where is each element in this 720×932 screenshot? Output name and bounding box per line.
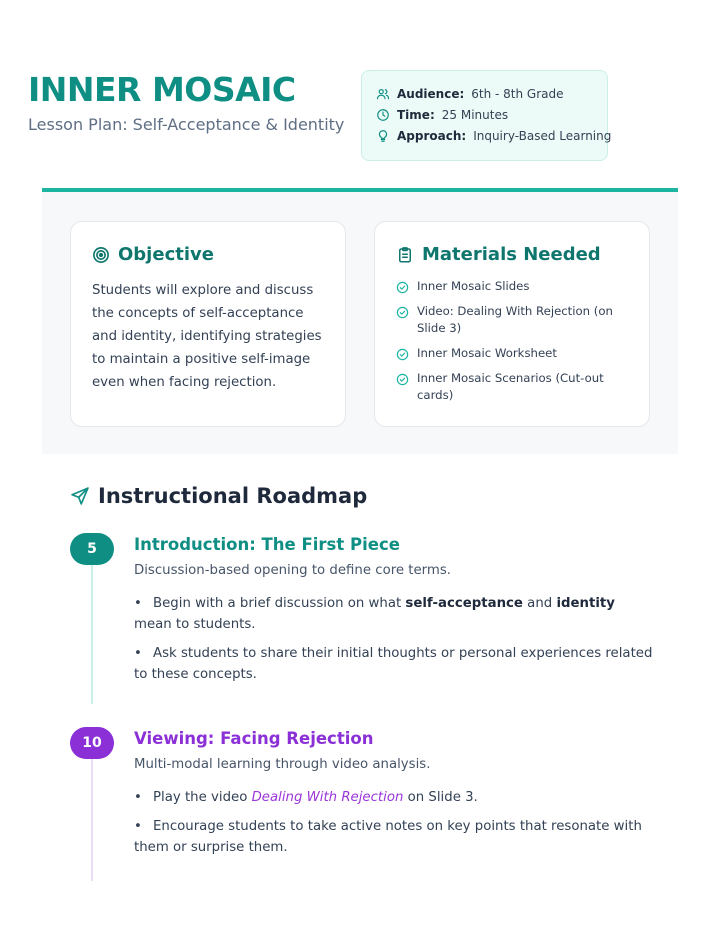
check-circle-icon [396, 373, 409, 386]
step-bullet: • Begin with a brief discussion on what self-acceptance and identity mean to students. [134, 596, 615, 632]
materials-card [374, 221, 650, 427]
materials-list [396, 278, 636, 412]
materials-heading [396, 244, 601, 265]
materials-item [396, 370, 636, 404]
clipboard-icon [396, 246, 414, 264]
materials-item-label: Inner Mosaic Slides [417, 279, 530, 293]
step-minutes-badge: 10 [70, 727, 114, 759]
objective-heading-text: Objective [118, 244, 214, 265]
meta-approach [376, 127, 611, 145]
step-minutes-badge: 5 [70, 533, 114, 565]
meta-time-key: Time: [397, 108, 435, 122]
meta-time-value: 25 Minutes [441, 108, 509, 122]
materials-item [396, 303, 636, 337]
materials-item-label: Inner Mosaic Scenarios (Cut-out cards) [417, 371, 604, 402]
step-bullet: • Encourage students to take active notes on key points that resonate with them or surprise them. [134, 819, 642, 855]
send-icon [70, 486, 90, 506]
materials-item-label: Inner Mosaic Worksheet [417, 346, 557, 360]
materials-item-label: Video: Dealing With Rejection (on Slide 3) [417, 304, 613, 335]
target-icon [92, 246, 110, 264]
objective-text: Students will explore and discuss the concepts of self-acceptance and identity, identifying strategies to maintain a positive self-image even when facing rejection. [92, 283, 322, 390]
meta-audience-key: Audience: [397, 87, 465, 101]
lesson-title: INNER MOSAIC [28, 70, 296, 109]
objective-heading [92, 244, 214, 265]
materials-heading-text: Materials Needed [422, 244, 601, 265]
step-bullet: • Ask students to share their initial thoughts or personal experiences related to these concepts. [134, 646, 653, 682]
step-bullet: • Play the video Dealing With Rejection on Slide 3. [134, 790, 478, 805]
video-title: Dealing With Rejection [251, 790, 404, 805]
lesson-subtitle: Lesson Plan: Self-Acceptance & Identity [28, 115, 345, 134]
meta-time [376, 106, 508, 124]
step-description: Multi-modal learning through video analysis. [134, 757, 431, 772]
step-bullets [134, 787, 654, 866]
meta-audience-value: 6th - 8th Grade [471, 87, 564, 101]
roadmap-heading-text: Instructional Roadmap [98, 484, 368, 508]
check-circle-icon [396, 348, 409, 361]
objective-card [70, 221, 346, 427]
step-description: Discussion-based opening to define core terms. [134, 563, 452, 578]
users-icon [376, 87, 390, 101]
check-circle-icon [396, 281, 409, 294]
step-bullets [134, 593, 654, 693]
meta-approach-key: Approach: [397, 129, 467, 143]
step-title: Viewing: Facing Rejection [134, 729, 374, 748]
check-circle-icon [396, 306, 409, 319]
lightbulb-icon [376, 129, 390, 143]
meta-audience [376, 85, 564, 103]
roadmap-heading [70, 484, 367, 508]
timeline-connector [91, 743, 93, 881]
term-identity: identity [556, 596, 615, 611]
materials-item [396, 278, 636, 295]
clock-icon [376, 108, 390, 122]
step-title: Introduction: The First Piece [134, 535, 400, 554]
lesson-meta-box [361, 70, 612, 161]
term-self-acceptance: self-acceptance [405, 596, 523, 611]
meta-approach-value: Inquiry-Based Learning [473, 129, 612, 143]
timeline-connector [91, 548, 93, 704]
materials-item [396, 345, 636, 362]
